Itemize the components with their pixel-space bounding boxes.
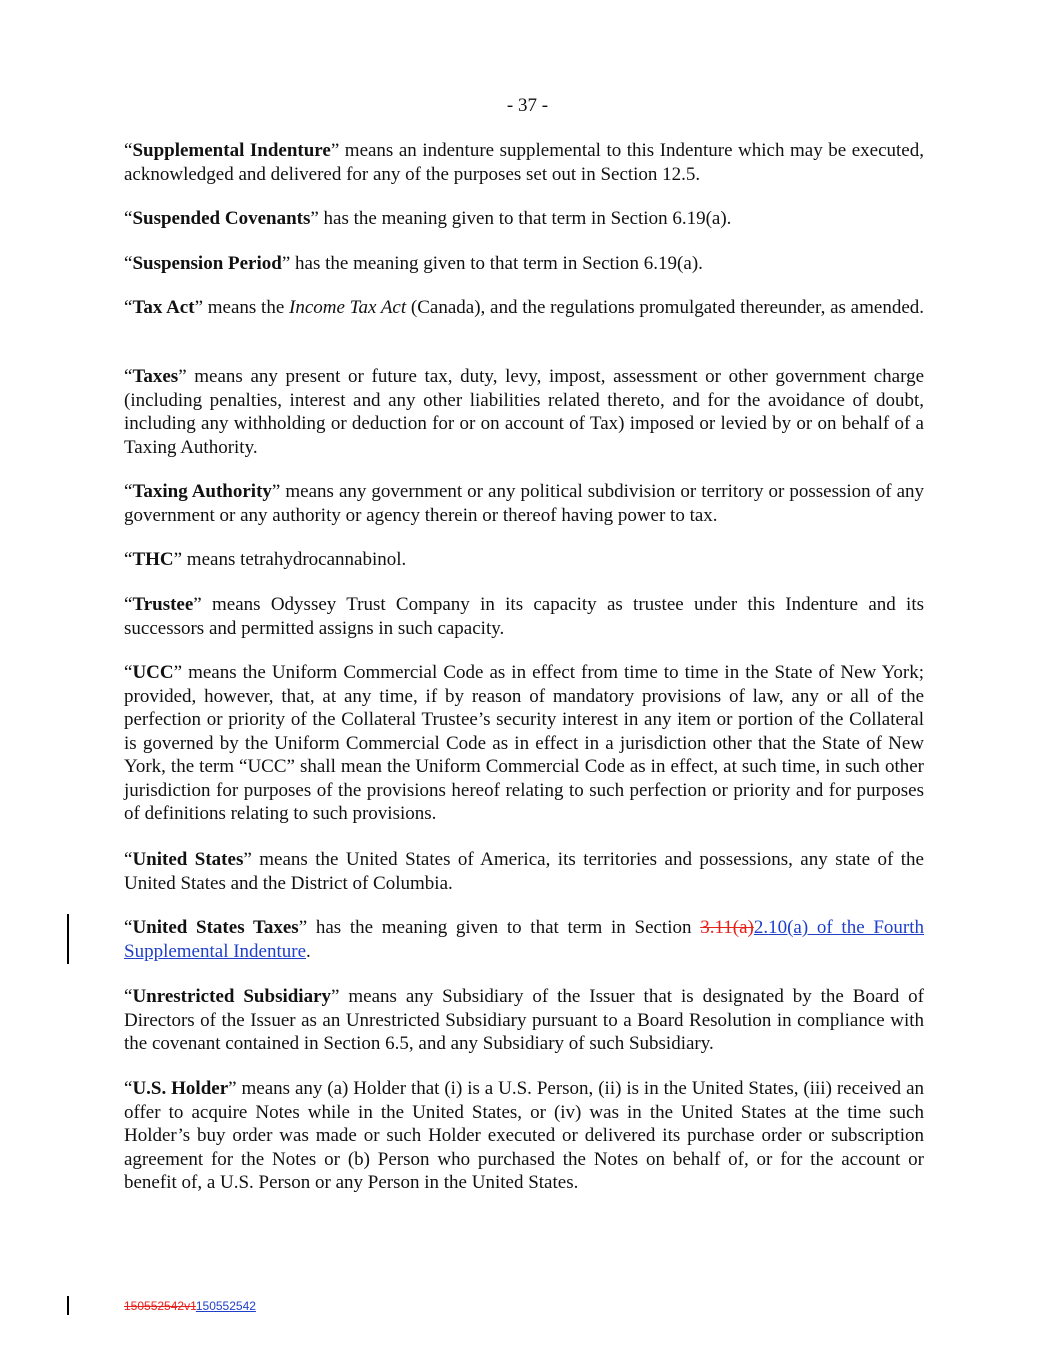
definition-suspended-covenants: “Suspended Covenants” has the meaning given to that term in Section 6.19(a). [124,208,732,229]
definition-taxing-authority: “Taxing Authority” means any government or any political subdivision or territory or possession of any government or any authority or agency therein or thereof having power to tax. [124,481,924,526]
definition-trustee: “Trustee” means Odyssey Trust Company in its capacity as trustee under this Indenture and its successors and permitted assigns in such capacity. [124,594,924,639]
footer-change-bar [67,1296,69,1315]
term-ucc: UCC [132,662,174,683]
revision-change-bar [67,914,69,964]
term-suspended-covenants: Suspended Covenants [132,208,311,229]
definition-supplemental-indenture: “Supplemental Indenture” means an indenture supplemental to this Indenture which may be executed, acknowledged and delivered for any of the purposes set out in Section 12.5. [124,140,924,185]
term-trustee: Trustee [132,594,194,615]
inserted-doc-id: 150552542 [195,1299,256,1313]
definition-suspension-period: “Suspension Period” has the meaning given to that term in Section 6.19(a). [124,253,703,274]
deleted-section-reference: 3.11(a) [700,917,754,938]
term-unrestricted-subsidiary: Unrestricted Subsidiary [132,986,332,1007]
definition-thc: “THC” means tetrahydrocannabinol. [124,549,407,570]
term-thc: THC [132,549,174,570]
page-number: - 37 - [506,95,549,116]
term-tax-act: Tax Act [132,297,195,318]
term-supplemental-indenture: Supplemental Indenture [132,140,331,161]
deleted-doc-id: 150552542v1 [124,1299,196,1313]
definition-taxes: “Taxes” means any present or future tax, duty, levy, impost, assessment or other government charge (including penalties, interest and any other liabilities related thereto, and for the avoidance of doubt, including any withholding or deduction for or on account of Tax) imposed or levied by or on behalf of a Taxing Authority. [124,366,924,458]
definition-united-states: “United States” means the United States of America, its territories and possessions, any state of the United States and the District of Columbia. [124,849,924,894]
inserted-section-reference: 2.10(a) of the Fourth Supplemental Indenture [124,917,924,962]
definition-united-states-taxes: “United States Taxes” has the meaning given to that term in Section 3.11(a)2.10(a) of the Fourth Supplemental Indenture. [124,917,924,962]
document-id-footer [124,1299,256,1314]
term-suspension-period: Suspension Period [132,253,282,274]
definition-us-holder: “U.S. Holder” means any (a) Holder that (i) is a U.S. Person, (ii) is in the United States, (iii) received an offer to acquire Notes while in the United States, or (iv) was in the United States at the time such Holder’s buy order was made or such Holder executed or delivered its purchase order or subscription agreement for the Notes or (b) Person who purchased the Notes on behalf of, or for the account or benefit of, a U.S. Person or any Person in the United States. [124,1078,925,1193]
definition-tax-act: “Tax Act” means the Income Tax Act (Canada), and the regulations promulgated thereunder, as amended. [124,297,925,318]
term-united-states-taxes: United States Taxes [132,917,299,938]
definition-ucc: “UCC” means the Uniform Commercial Code as in effect from time to time in the State of New York; provided, however, that, at any time, if by reason of mandatory provisions of law, any or all of the perfection or priority of the Collateral Trustee’s security interest in any item or portion of the Collateral is governed by the Uniform Commercial Code as in effect in a jurisdiction other that the State of New York, the term “UCC” shall mean the Uniform Commercial Code as in effect, at such time, in such other jurisdiction for purposes of the provisions hereof relating to such perfection or priority and for purposes of definitions relating to such provisions. [124,662,924,824]
term-us-holder: U.S. Holder [132,1078,229,1099]
definition-unrestricted-subsidiary: “Unrestricted Subsidiary” means any Subsidiary of the Issuer that is designated by the Board of Directors of the Issuer as an Unrestricted Subsidiary pursuant to a Board Resolution in compliance with the covenant contained in Section 6.5, and any Subsidiary of such Subsidiary. [124,986,924,1054]
term-united-states: United States [132,849,244,870]
term-taxes: Taxes [132,366,179,387]
term-taxing-authority: Taxing Authority [132,481,272,502]
income-tax-act-title: Income Tax Act [289,297,407,318]
